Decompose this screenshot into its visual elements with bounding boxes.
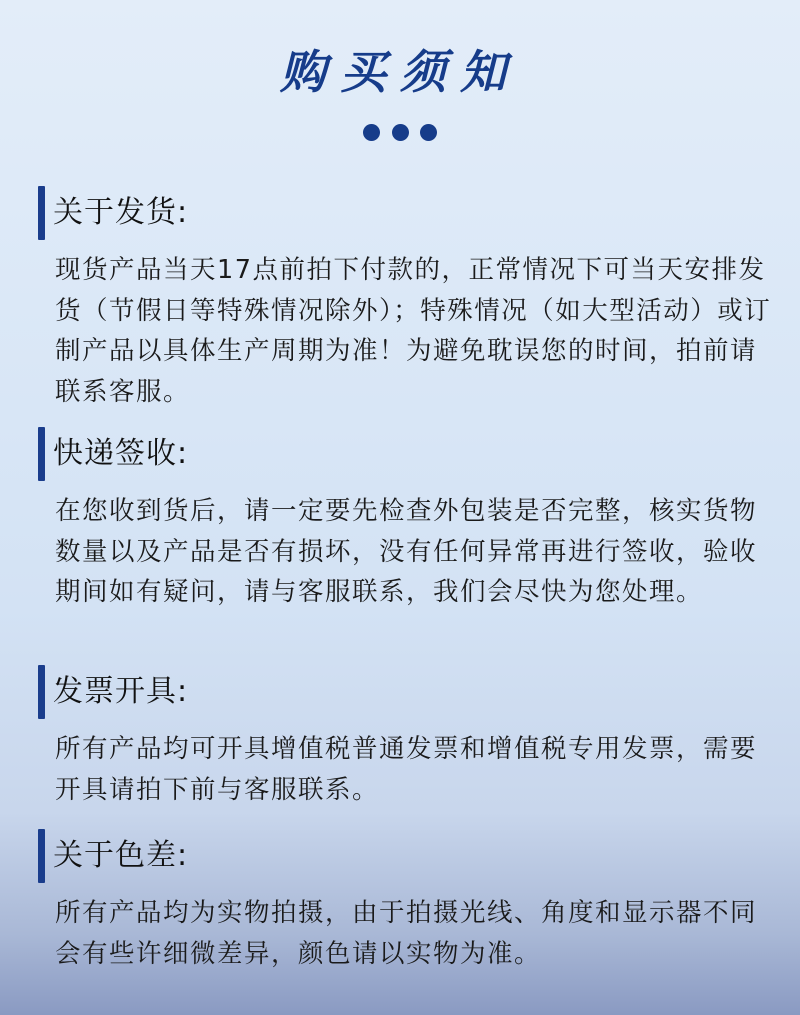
section-title: 关于色差: xyxy=(53,838,189,873)
section-header xyxy=(38,427,778,481)
section-body: 所有产品均可开具增值税普通发票和增值税专用发票，需要开具请拍下前与客服联系。 xyxy=(55,734,758,805)
section-accent-bar xyxy=(38,829,45,883)
section-accent-bar xyxy=(38,427,45,481)
section-title: 快递签收: xyxy=(53,436,189,471)
section-invoice xyxy=(38,665,778,810)
section-color-difference xyxy=(38,829,778,974)
section-body: 所有产品均为实物拍摄，由于拍摄光线、角度和显示器不同会有些许细微差异，颜色请以实物为准。 xyxy=(55,898,758,969)
page-title: 购买须知 xyxy=(280,45,520,99)
section-header xyxy=(38,665,778,719)
section-title: 关于发货: xyxy=(53,195,189,230)
section-accent-bar xyxy=(38,665,45,719)
section-title: 发票开具: xyxy=(53,674,189,709)
title-decoration-dots xyxy=(363,124,437,142)
section-body: 在您收到货后，请一定要先检查外包装是否完整，核实货物数量以及产品是否有损坏，没有任何异常再进行签收，验收期间如有疑问，请与客服联系，我们会尽快为您处理。 xyxy=(55,496,758,607)
section-header xyxy=(38,829,778,883)
section-accent-bar xyxy=(38,186,45,240)
decoration-dot xyxy=(392,124,409,141)
section-delivery-receipt xyxy=(38,427,778,613)
decoration-dot xyxy=(420,124,437,141)
section-body: 现货产品当天17点前拍下付款的，正常情况下可当天安排发货（节假日等特殊情况除外）；特殊情况（如大型活动）或订制产品以具体生产周期为准！为避免耽误您的时间，拍前请联系客服。 xyxy=(55,255,772,407)
section-header xyxy=(38,186,778,240)
decoration-dot xyxy=(363,124,380,141)
section-shipping xyxy=(38,186,778,412)
